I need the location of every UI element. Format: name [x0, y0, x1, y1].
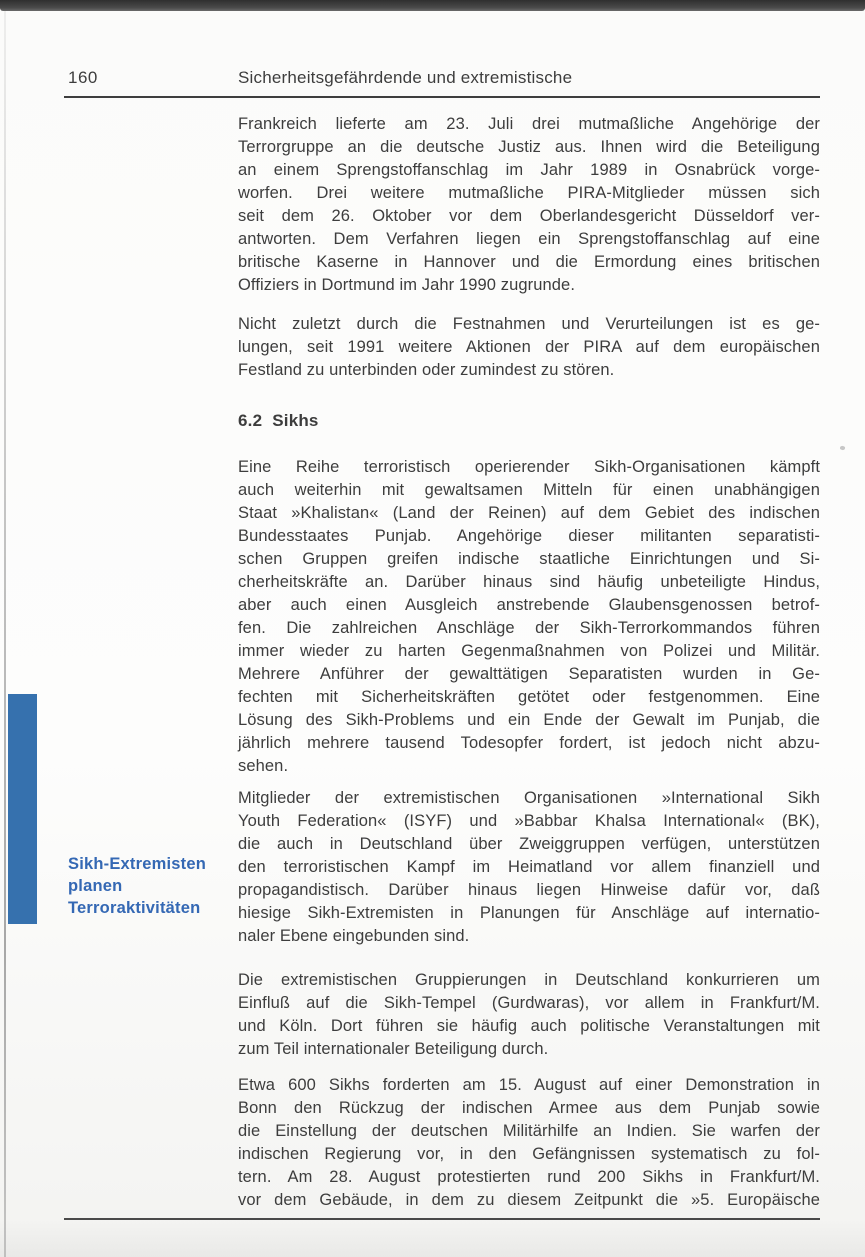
- header-rule: [64, 96, 820, 98]
- paragraph-isyf-bk: Mitglieder der extremistischen Organisationen »International Sikh Youth Federation« (ISYF) und »Babbar Khalsa International« (BK), die auch in Deutschland über Zweiggruppen verfügen, unterstützen den terroristischen Kampf im Heimatland vor allem finanziell und propagandistisch. Darüber hinaus liegen Hinweise dafür vor, daß hiesige Sikh-Extremisten in Planungen für Anschläge auf internatio- naler Ebene eingebunden sind.: [238, 789, 820, 945]
- paragraph-sikh-overview: Eine Reihe terroristisch operierender Sikh-Organisationen kämpft auch weiterhin mit gewaltsamen Mitteln für einen unabhängigen Staat »Khalistan« (Land der Reinen) auf dem Gebiet des indischen Bundesstaates Punjab. Angehörige dieser militanten separatisti- schen Gruppen greifen indische staatliche Einrichtungen und Si- cherheitskräfte an. Darüber hinaus sind häufig unbeteiligte Hindus, aber auch einen Ausgleich anstrebende Glaubensgenossen betrof- fen. Die zahlreichen Anschläge der Sikh-Terrorkommandos führen immer wieder zu harten Gegenmaßnahmen von Polizei und Militär. Mehrere Anführer der gewalttätigen Separatisten wurden in Ge- fechten mit Sicherheitskräften getötet oder festgenommen. Eine Lösung des Sikh-Problems und ein Ende der Gewalt im Punjab, die jährlich mehrere tausend Todesopfer fordert, ist jedoch nicht abzu- sehen.: [238, 458, 820, 775]
- footer-rule: [64, 1218, 820, 1220]
- section-number: 6.2: [238, 411, 263, 430]
- paragraph-demonstrations: Etwa 600 Sikhs forderten am 15. August auf einer Demonstration in Bonn den Rückzug der indischen Armee aus dem Punjab sowie die Einstellung der deutschen Militärhilfe an Indien. Sie warfen der indischen Regierung vor, in den Gefängnissen systematisch zu fol- tern. Am 28. August protestierten rund 200 Sikhs in Frankfurt/M. vor dem Gebäude, in dem zu diesem Zeitpunkt die »5. Europäische: [238, 1076, 820, 1209]
- paragraph-pira-disruption: Nicht zuletzt durch die Festnahmen und Verurteilungen ist es ge- lungen, seit 1991 weitere Aktionen der PIRA auf dem europäischen Festland zu unterbinden oder zumindest zu stören.: [238, 315, 820, 379]
- margin-accent-bar: [8, 694, 37, 924]
- section-heading: [238, 411, 319, 431]
- scan-artifact-speck: [839, 445, 845, 450]
- paragraph-gurdwaras: Die extremistischen Gruppierungen in Deutschland konkurrieren um Einfluß auf die Sikh-Tempel (Gurdwaras), vor allem in Frankfurt/M. und Köln. Dort führen sie häufig auch politische Veranstaltungen mit zum Teil internationaler Beteiligung durch.: [238, 971, 820, 1058]
- section-title: Sikhs: [272, 411, 319, 430]
- page-edge-line: [4, 11, 6, 1257]
- page-number: 160: [68, 68, 98, 87]
- margin-note: Sikh-Extremisten planen Terroraktivitäten: [68, 855, 206, 917]
- running-header-title: Sicherheitsgefährdende und extremistische: [238, 68, 573, 87]
- paragraph-pira-extradition: Frankreich lieferte am 23. Juli drei mutmaßliche Angehörige der Terrorgruppe an die deutsche Justiz aus. Ihnen wird die Beteiligung an einem Sprengstoffanschlag im Jahr 1989 in Osnabrück vorge- worfen. Drei weitere mutmaßliche PIRA-Mitglieder müssen sich seit dem 26. Oktober vor dem Oberlandesgericht Düsseldorf ver- antworten. Dem Verfahren liegen ein Sprengstoffanschlag auf eine britische Kaserne in Hannover und die Ermordung eines britischen Offiziers in Dortmund im Jahr 1990 zugrunde.: [238, 115, 820, 294]
- scan-edge-top-bar: [0, 0, 865, 11]
